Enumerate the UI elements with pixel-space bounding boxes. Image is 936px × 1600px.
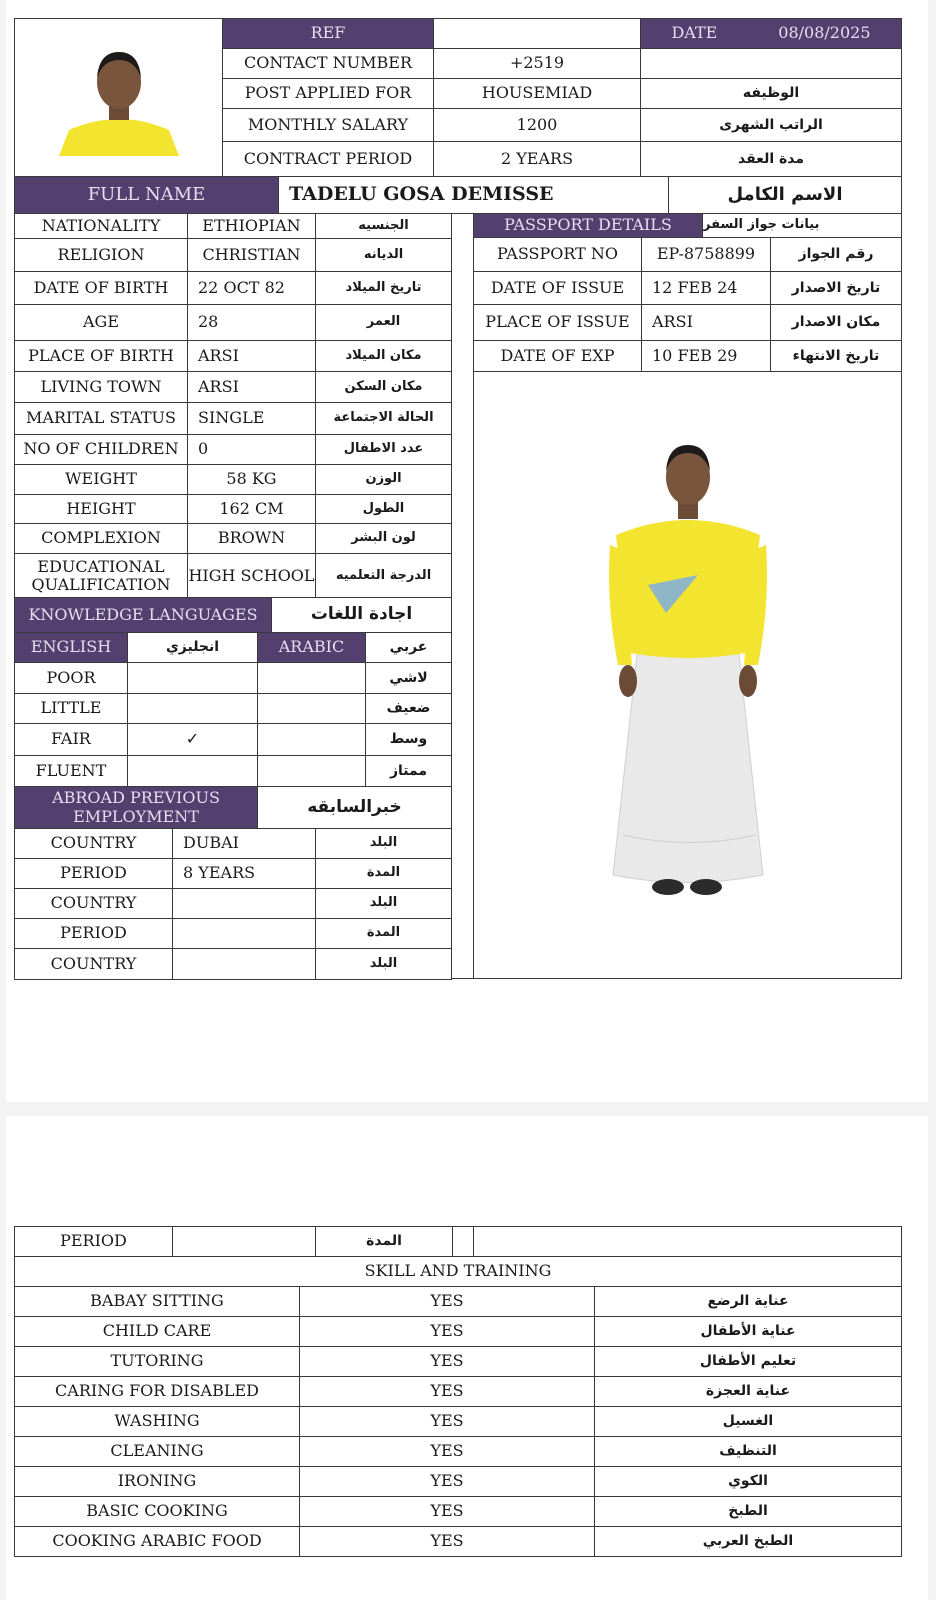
personal-row-label: WEIGHT — [14, 464, 188, 495]
knowledge-languages-label: KNOWLEDGE LANGUAGES — [14, 597, 272, 633]
period-2-arabic: المدة — [315, 1226, 453, 1257]
employment-row-arabic: البلد — [315, 888, 452, 919]
personal-row-value: BROWN — [187, 523, 316, 554]
ref-label: REF — [222, 18, 434, 49]
full-name-value: TADELU GOSA DEMISSE — [278, 176, 669, 214]
post-applied-arabic: الوظيفه — [640, 78, 902, 109]
passport-row-arabic: مكان الاصدار — [770, 304, 902, 341]
contract-period-value: 2 YEARS — [433, 141, 641, 177]
contact-number-arabic — [640, 48, 902, 79]
language-level-label: LITTLE — [14, 693, 128, 724]
personal-row-value: ARSI — [187, 340, 316, 372]
skill-row-label: IRONING — [14, 1466, 300, 1497]
english-arabic-label: انجليزي — [127, 632, 258, 663]
employment-row-label: COUNTRY — [14, 948, 173, 980]
full-body-photo — [588, 435, 788, 915]
abroad-employment-label: ABROAD PREVIOUS EMPLOYMENT — [14, 786, 258, 829]
contract-period-arabic: مدة العقد — [640, 141, 902, 177]
personal-row-value: SINGLE — [187, 402, 316, 435]
language-level-arabic: ضعيف — [365, 693, 452, 724]
passport-details-arabic: بيانات جواز السفر — [702, 213, 902, 238]
date-label: DATE — [671, 23, 718, 43]
skill-row-arabic: الطبخ العربي — [594, 1526, 902, 1557]
language-english-mark — [127, 693, 258, 724]
skill-row-label: CARING FOR DISABLED — [14, 1376, 300, 1407]
full-photo-frame — [473, 371, 902, 979]
personal-row-value: 28 — [187, 304, 316, 341]
period-2-blank — [473, 1226, 902, 1257]
employment-row-arabic: البلد — [315, 948, 452, 980]
personal-row-arabic: الوزن — [315, 464, 452, 495]
skill-row-value: YES — [299, 1436, 595, 1467]
skill-row-arabic: عناية الأطفال — [594, 1316, 902, 1347]
passport-row-value: 10 FEB 29 — [641, 340, 771, 373]
language-english-mark — [127, 755, 258, 787]
skill-row-arabic: التنظيف — [594, 1436, 902, 1467]
personal-row-arabic: الحالة الاجتماعة — [315, 402, 452, 435]
personal-row-label: EDUCATIONAL QUALIFICATION — [14, 553, 188, 599]
skill-row-value: YES — [299, 1466, 595, 1497]
date-cell — [640, 18, 902, 49]
skill-row-label: BASIC COOKING — [14, 1496, 300, 1527]
monthly-salary-arabic: الراتب الشهرى — [640, 108, 902, 142]
personal-row-label: MARITAL STATUS — [14, 402, 188, 435]
skill-row-arabic: الطبخ — [594, 1496, 902, 1527]
language-arabic-mark — [257, 662, 366, 694]
passport-row-label: PLACE OF ISSUE — [473, 304, 642, 341]
knowledge-languages-arabic: اجادة اللغات — [271, 597, 452, 633]
skill-row-arabic: عناية الرضع — [594, 1286, 902, 1317]
column-separator — [451, 213, 474, 979]
skill-row-value: YES — [299, 1316, 595, 1347]
passport-row-label: PASSPORT NO — [473, 237, 642, 272]
passport-row-arabic: رقم الجواز — [770, 237, 902, 272]
ref-value — [433, 18, 641, 49]
personal-row-value: CHRISTIAN — [187, 238, 316, 272]
skill-row-label: WASHING — [14, 1406, 300, 1437]
language-arabic-mark — [257, 723, 366, 756]
personal-row-value: 22 OCT 82 — [187, 271, 316, 305]
skill-row-value: YES — [299, 1526, 595, 1557]
personal-row-arabic: تاريخ الميلاد — [315, 271, 452, 305]
language-arabic-mark — [257, 755, 366, 787]
employment-row-label: PERIOD — [14, 918, 173, 949]
skill-row-value: YES — [299, 1286, 595, 1317]
arabic-arabic-label: عربي — [365, 632, 452, 663]
post-applied-value: HOUSEMIAD — [433, 78, 641, 109]
contact-number-value: +2519 — [433, 48, 641, 79]
language-level-arabic: وسط — [365, 723, 452, 756]
personal-row-value: HIGH SCHOOL — [187, 553, 316, 599]
contract-period-label: CONTRACT PERIOD — [222, 141, 434, 177]
personal-row-arabic: الديانه — [315, 238, 452, 272]
skill-row-arabic: تعليم الأطفال — [594, 1346, 902, 1377]
skill-and-training-title: SKILL AND TRAINING — [14, 1256, 902, 1287]
employment-row-label: COUNTRY — [14, 828, 173, 859]
passport-row-value: 12 FEB 24 — [641, 271, 771, 305]
skill-row-value: YES — [299, 1496, 595, 1527]
personal-row-value: 0 — [187, 434, 316, 465]
abroad-employment-arabic: خبرالسابقه — [257, 786, 452, 829]
personal-row-label: COMPLEXION — [14, 523, 188, 554]
personal-row-label: AGE — [14, 304, 188, 341]
monthly-salary-label: MONTHLY SALARY — [222, 108, 434, 142]
passport-row-label: DATE OF EXP — [473, 340, 642, 373]
personal-row-arabic: العمر — [315, 304, 452, 341]
language-level-arabic: ممتاز — [365, 755, 452, 787]
headshot-photo — [39, 38, 199, 158]
personal-row-arabic: الدرجة التعلميه — [315, 553, 452, 599]
personal-row-arabic: مكان السكن — [315, 371, 452, 403]
skill-row-value: YES — [299, 1346, 595, 1377]
headshot-frame — [14, 18, 223, 177]
employment-row-label: PERIOD — [14, 858, 173, 889]
employment-row-value: DUBAI — [172, 828, 316, 859]
personal-row-label: PLACE OF BIRTH — [14, 340, 188, 372]
passport-row-label: DATE OF ISSUE — [473, 271, 642, 305]
personal-row-label: DATE OF BIRTH — [14, 271, 188, 305]
post-applied-label: POST APPLIED FOR — [222, 78, 434, 109]
language-english-mark — [127, 662, 258, 694]
full-name-arabic: الاسم الكامل — [668, 176, 902, 214]
language-level-label: FLUENT — [14, 755, 128, 787]
language-level-label: POOR — [14, 662, 128, 694]
contact-number-label: CONTACT NUMBER — [222, 48, 434, 79]
employment-row-arabic: المدة — [315, 918, 452, 949]
skill-row-value: YES — [299, 1406, 595, 1437]
personal-row-arabic: الجنسيه — [315, 213, 452, 239]
personal-row-value: ARSI — [187, 371, 316, 403]
personal-row-label: RELIGION — [14, 238, 188, 272]
passport-row-value: EP-8758899 — [641, 237, 771, 272]
period-2-separator — [452, 1226, 474, 1257]
personal-row-value: 58 KG — [187, 464, 316, 495]
personal-row-value: 162 CM — [187, 494, 316, 524]
employment-row-label: COUNTRY — [14, 888, 173, 919]
employment-row-arabic: البلد — [315, 828, 452, 859]
skill-row-label: CLEANING — [14, 1436, 300, 1467]
personal-row-label: NATIONALITY — [14, 213, 188, 239]
skill-row-label: COOKING ARABIC FOOD — [14, 1526, 300, 1557]
employment-row-value: 8 YEARS — [172, 858, 316, 889]
employment-row-value — [172, 948, 316, 980]
passport-row-arabic: تاريخ الاصدار — [770, 271, 902, 305]
personal-row-arabic: عدد الاطفال — [315, 434, 452, 465]
passport-row-value: ARSI — [641, 304, 771, 341]
personal-row-label: HEIGHT — [14, 494, 188, 524]
english-label: ENGLISH — [14, 632, 128, 663]
skill-row-label: BABAY SITTING — [14, 1286, 300, 1317]
skill-row-arabic: الكوي — [594, 1466, 902, 1497]
personal-row-label: LIVING TOWN — [14, 371, 188, 403]
skill-row-arabic: الغسيل — [594, 1406, 902, 1437]
language-english-mark: ✓ — [127, 723, 258, 756]
language-level-arabic: لاشي — [365, 662, 452, 694]
arabic-label: ARABIC — [257, 632, 366, 663]
personal-row-arabic: الطول — [315, 494, 452, 524]
personal-row-label: NO OF CHILDREN — [14, 434, 188, 465]
skill-row-label: CHILD CARE — [14, 1316, 300, 1347]
monthly-salary-value: 1200 — [433, 108, 641, 142]
period-2-label: PERIOD — [14, 1226, 173, 1257]
period-2-value — [172, 1226, 316, 1257]
date-value: 08/08/2025 — [778, 23, 871, 43]
personal-row-value: ETHIOPIAN — [187, 213, 316, 239]
employment-row-value — [172, 888, 316, 919]
employment-row-value — [172, 918, 316, 949]
personal-row-arabic: مكان الميلاد — [315, 340, 452, 372]
language-level-label: FAIR — [14, 723, 128, 756]
skill-row-label: TUTORING — [14, 1346, 300, 1377]
passport-row-arabic: تاريخ الانتهاء — [770, 340, 902, 373]
employment-row-arabic: المدة — [315, 858, 452, 889]
passport-details-label: PASSPORT DETAILS — [473, 213, 703, 238]
skill-row-arabic: عناية العجزة — [594, 1376, 902, 1407]
language-arabic-mark — [257, 693, 366, 724]
personal-row-arabic: لون البشر — [315, 523, 452, 554]
full-name-label: FULL NAME — [14, 176, 279, 214]
skill-row-value: YES — [299, 1376, 595, 1407]
